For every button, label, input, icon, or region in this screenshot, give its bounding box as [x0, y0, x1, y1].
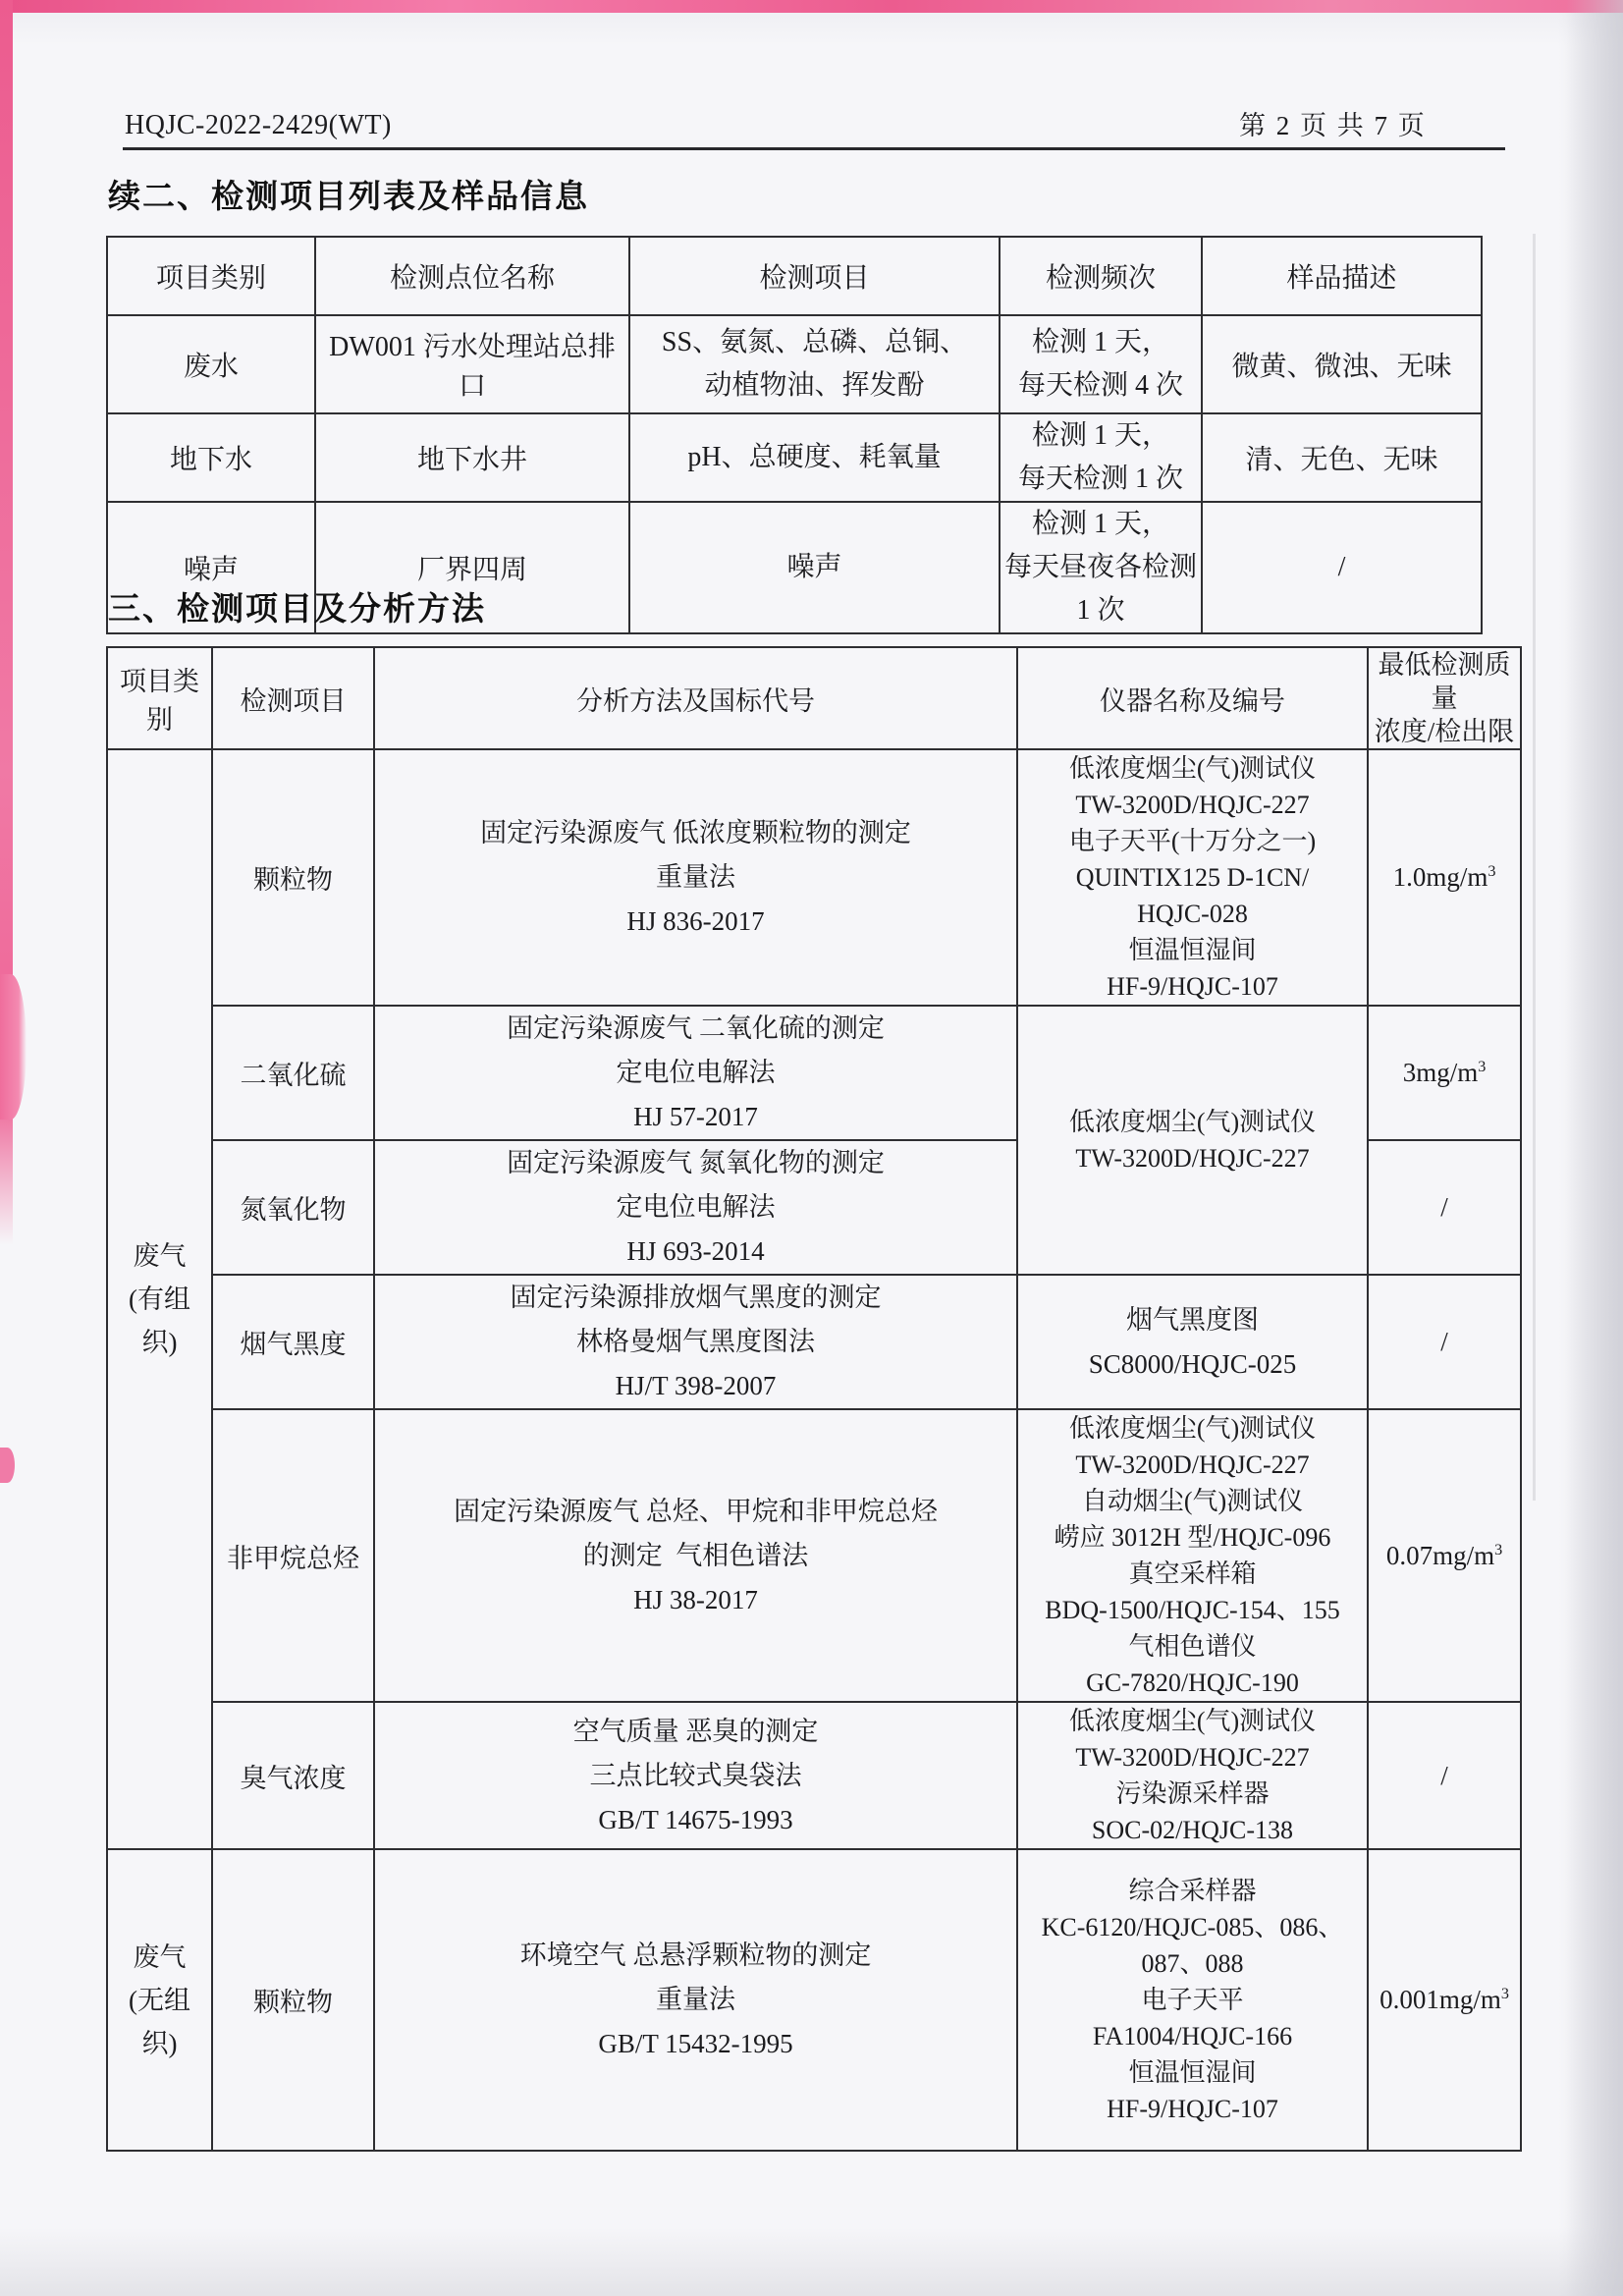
table-header-row: [107, 647, 1521, 749]
limit-cell: [1368, 1409, 1521, 1702]
limit-value: 3mg/m: [1402, 1058, 1479, 1087]
cell-line: 环境空气 总悬浮颗粒物的测定: [519, 1941, 872, 1970]
item-cell: 烟气黑度: [212, 1275, 374, 1409]
cell-line: 烟气黑度图: [1126, 1304, 1259, 1335]
cell-line: QUINTIX125 D-1CN/: [1075, 863, 1310, 892]
cell-line: 每天检测 1 次: [1017, 464, 1183, 494]
table-row-smoke-blackness: [107, 1275, 1521, 1409]
item-cell: 非甲烷总烃: [212, 1409, 374, 1702]
instrument-cell: [1017, 749, 1368, 1006]
method-cell: [374, 1849, 1017, 2151]
cell-line: 真空采样箱: [1128, 1559, 1257, 1588]
item-cell: 颗粒物: [212, 749, 374, 1006]
cell-line: HJ 693-2014: [626, 1236, 765, 1266]
cell-line: GC-7820/HQJC-190: [1086, 1668, 1299, 1697]
cell-line: HJ 57-2017: [633, 1102, 758, 1131]
table-row-particulate-unorganized: [107, 1849, 1521, 2151]
cell-line: 固定污染源废气 低浓度颗粒物的测定: [480, 818, 911, 847]
point-cell: DW001 污水处理站总排口: [315, 315, 629, 413]
cell-line: 检测 1 天，: [1031, 420, 1169, 451]
point-cell: 厂界四周: [315, 502, 629, 633]
limit-cell: [1368, 1849, 1521, 2151]
instrument-cell: [1017, 1702, 1368, 1849]
cell-line: 最低检测质量: [1378, 650, 1511, 713]
cell-line: 恒温恒湿间: [1128, 2058, 1257, 2087]
cell-line: 固定污染源废气 氮氧化物的测定: [507, 1148, 885, 1177]
limit-exponent: 3: [1488, 862, 1496, 880]
limit-value: 1.0mg/m: [1392, 862, 1488, 892]
cell-line: TW-3200D/HQJC-227: [1075, 1144, 1310, 1173]
limit-exponent: 3: [1478, 1058, 1487, 1075]
cell-line: 污染源采样器: [1115, 1779, 1270, 1808]
section3-title: 三、检测项目及分析方法: [108, 592, 486, 628]
sample-cell: 微黄、微浊、无味: [1202, 315, 1482, 413]
cell-line: FA1004/HQJC-166: [1092, 2022, 1293, 2050]
cell-line: 废气: [133, 1941, 187, 1972]
cell-line: 重量法: [656, 862, 735, 892]
items-cell: [629, 413, 1000, 502]
instrument-cell: [1017, 1849, 1368, 2151]
cell-line: 重量法: [656, 1985, 735, 2014]
cell-line: SOC-02/HQJC-138: [1091, 1816, 1294, 1844]
cell-line: 林格曼烟气黑度图法: [576, 1327, 815, 1356]
cell-line: TW-3200D/HQJC-227: [1075, 791, 1310, 819]
limit-value: /: [1440, 1760, 1448, 1790]
limit-cell: [1368, 749, 1521, 1006]
cell-line: 定电位电解法: [616, 1192, 776, 1222]
limit-value: /: [1440, 1192, 1448, 1222]
cell-line: 恒温恒湿间: [1128, 936, 1257, 964]
column-header-method: 分析方法及国标代号: [374, 647, 1017, 749]
column-header-sample: 样品描述: [1202, 237, 1482, 315]
method-cell: [374, 1702, 1017, 1849]
cell-line: 检测 1 天，: [1031, 327, 1169, 357]
limit-exponent: 3: [1500, 1985, 1509, 2002]
header-rule: [123, 147, 1505, 150]
header-page-indicator: 第 2 页 共 7 页: [1239, 111, 1427, 140]
items-cell: [629, 502, 1000, 633]
table-row-particulate-organized: [107, 749, 1521, 1006]
cell-line: 的测定 气相色谱法: [582, 1540, 809, 1570]
cell-line: 空气质量 恶臭的测定: [572, 1716, 819, 1746]
limit-cell: [1368, 1140, 1521, 1275]
limit-value: 0.001mg/m: [1380, 1985, 1501, 2014]
cell-line: TW-3200D/HQJC-227: [1075, 1450, 1310, 1479]
scan-shadow-right: [1566, 0, 1623, 2296]
cell-line: pH、总硬度、耗氧量: [687, 442, 942, 472]
limit-cell: [1368, 1275, 1521, 1409]
limit-cell: [1368, 1702, 1521, 1849]
method-cell: [374, 1006, 1017, 1140]
cell-line: 电子天平(十万分之一): [1068, 827, 1317, 855]
cell-line: HJ 38-2017: [633, 1584, 758, 1614]
scan-edge-top-pink: [0, 0, 1623, 13]
sample-info-table: [106, 236, 1483, 634]
cell-line: 自动烟尘(气)测试仪: [1081, 1487, 1304, 1515]
scan-ghost-line: [1533, 234, 1536, 1501]
cell-line: (有组织): [129, 1285, 190, 1357]
table-row-wastewater: [107, 315, 1482, 413]
cell-line: 每天检测 4 次: [1017, 370, 1183, 401]
cell-line: 固定污染源废气 二氧化硫的测定: [507, 1013, 885, 1043]
instrument-cell: [1017, 1006, 1368, 1275]
table-row-groundwater: [107, 413, 1482, 502]
table-header-row: [107, 237, 1482, 315]
limit-value: 0.07mg/m: [1385, 1540, 1495, 1570]
frequency-cell: [1000, 502, 1205, 633]
cell-line: 电子天平: [1141, 1986, 1244, 2014]
limit-cell: [1368, 1006, 1521, 1140]
cell-line: (无组织): [129, 1985, 190, 2058]
method-cell: [374, 1409, 1017, 1702]
category-cell: 噪声: [107, 502, 315, 633]
cell-line: HJ/T 398-2007: [615, 1371, 777, 1400]
limit-value: /: [1440, 1327, 1448, 1356]
items-cell: [629, 315, 1000, 413]
column-header-items: 检测项目: [629, 237, 1000, 315]
scan-smudge-left-pink: [0, 974, 27, 1120]
cell-line: SC8000/HQJC-025: [1088, 1348, 1297, 1379]
frequency-cell: [1000, 315, 1202, 413]
item-cell: 二氧化硫: [212, 1006, 374, 1140]
table-row-so2: [107, 1006, 1521, 1140]
sample-cell: 清、无色、无味: [1202, 413, 1482, 502]
instrument-cell: [1017, 1409, 1368, 1702]
cell-line: 三点比较式臭袋法: [589, 1760, 802, 1790]
scan-mark-left-pink: [0, 1448, 15, 1483]
table-row-odor: [107, 1702, 1521, 1849]
cell-line: 固定污染源废气 总烃、甲烷和非甲烷总烃: [454, 1496, 938, 1526]
cell-line: 浓度/检出限: [1374, 717, 1515, 746]
point-cell: 地下水井: [315, 413, 629, 502]
cell-line: 087、088: [1141, 1949, 1244, 1978]
cell-line: 低浓度烟尘(气)测试仪: [1068, 1707, 1317, 1735]
column-header-instrument: 仪器名称及编号: [1017, 647, 1368, 749]
cell-line: HJ 836-2017: [626, 906, 765, 936]
cell-line: 检测 1 天，: [1031, 509, 1169, 539]
method-cell: [374, 749, 1017, 1006]
category-cell-unorganized: [107, 1849, 212, 2151]
cell-line: 噪声: [786, 552, 842, 582]
cell-line: 气相色谱仪: [1128, 1632, 1257, 1661]
cell-line: 固定污染源排放烟气黑度的测定: [510, 1283, 882, 1312]
table-row-nmhc: [107, 1409, 1521, 1702]
column-header-category: 项目类别: [107, 237, 315, 315]
cell-line: 低浓度烟尘(气)测试仪: [1068, 754, 1317, 783]
cell-line: 低浓度烟尘(气)测试仪: [1068, 1108, 1317, 1136]
category-cell: 地下水: [107, 413, 315, 502]
category-cell-organized: [107, 749, 212, 1849]
method-cell: [374, 1275, 1017, 1409]
cell-line: 每天昼夜各检测 1 次: [1004, 552, 1205, 626]
column-header-item: 检测项目: [212, 647, 374, 749]
cell-line: TW-3200D/HQJC-227: [1075, 1743, 1310, 1772]
cell-line: SS、氨氮、总磷、总铜、: [661, 327, 968, 357]
column-header-category: 项目类别: [107, 647, 212, 749]
limit-exponent: 3: [1494, 1540, 1503, 1558]
method-cell: [374, 1140, 1017, 1275]
cell-line: HF-9/HQJC-107: [1107, 972, 1278, 1001]
item-cell: 颗粒物: [212, 1849, 374, 2151]
cell-line: BDQ-1500/HQJC-154、155: [1045, 1596, 1340, 1624]
column-header-point: 检测点位名称: [315, 237, 629, 315]
cell-line: 定电位电解法: [616, 1058, 776, 1087]
cell-line: 动植物油、挥发酚: [704, 370, 925, 401]
section2-title: 续二、检测项目列表及样品信息: [108, 180, 589, 215]
cell-line: GB/T 14675-1993: [598, 1804, 793, 1834]
cell-line: 综合采样器: [1128, 1877, 1257, 1905]
analysis-method-table: [106, 646, 1522, 2152]
item-cell: 臭气浓度: [212, 1702, 374, 1849]
cell-line: 低浓度烟尘(气)测试仪: [1068, 1414, 1317, 1443]
cell-line: HF-9/HQJC-107: [1107, 2095, 1278, 2123]
column-header-limit: [1368, 647, 1521, 749]
column-header-frequency: 检测频次: [1000, 237, 1202, 315]
cell-line: 废气: [133, 1241, 187, 1271]
sample-cell: /: [1202, 502, 1482, 633]
frequency-cell: [1000, 413, 1202, 502]
category-cell: 废水: [107, 315, 315, 413]
cell-line: KC-6120/HQJC-085、086、: [1041, 1913, 1344, 1941]
item-cell: 氮氧化物: [212, 1140, 374, 1275]
header-doc-number: HQJC-2022-2429(WT): [125, 110, 392, 140]
cell-line: 崂应 3012H 型/HQJC-096: [1054, 1523, 1331, 1552]
instrument-cell: [1017, 1275, 1368, 1409]
cell-line: GB/T 15432-1995: [598, 2029, 793, 2058]
cell-line: HQJC-028: [1137, 900, 1248, 928]
